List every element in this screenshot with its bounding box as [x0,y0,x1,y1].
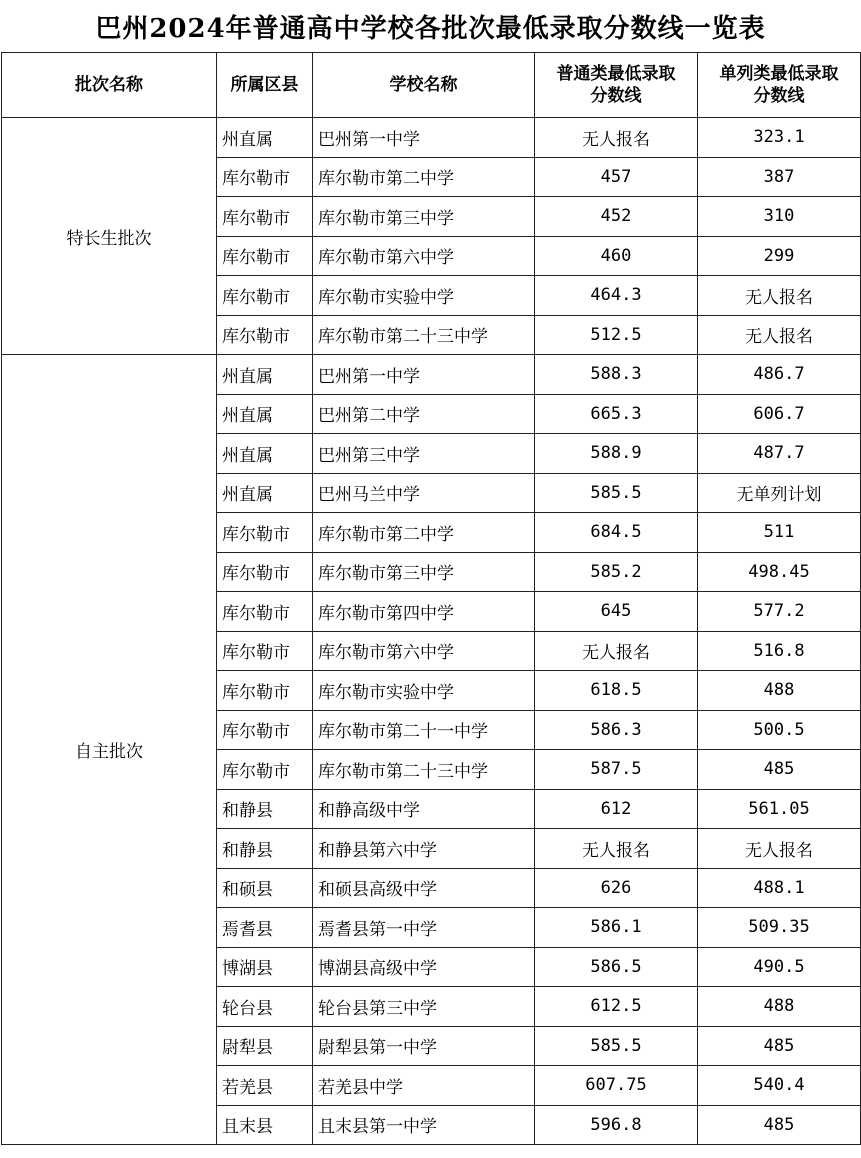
school-cell: 巴州第二中学 [313,394,535,434]
school-cell: 库尔勒市第二十三中学 [313,750,535,790]
district-cell: 库尔勒市 [217,197,313,237]
school-cell: 焉耆县第一中学 [313,908,535,948]
district-cell: 和静县 [217,789,313,829]
district-cell: 博湖县 [217,947,313,987]
school-cell: 库尔勒市第三中学 [313,552,535,592]
table-header [2,53,861,118]
district-cell: 库尔勒市 [217,236,313,276]
district-cell: 库尔勒市 [217,315,313,355]
separate-score-cell: 509.35 [698,908,861,948]
district-cell: 轮台县 [217,987,313,1027]
school-cell: 若羌县中学 [313,1066,535,1106]
score-table [1,52,861,1145]
district-cell: 库尔勒市 [217,552,313,592]
separate-score-cell: 488 [698,671,861,711]
district-cell: 库尔勒市 [217,513,313,553]
school-cell: 和静县第六中学 [313,829,535,869]
school-cell: 库尔勒市第六中学 [313,236,535,276]
general-score-cell: 586.5 [535,947,698,987]
general-score-cell: 无人报名 [535,118,698,158]
district-cell: 州直属 [217,434,313,474]
school-cell: 库尔勒市第二十三中学 [313,315,535,355]
district-cell: 州直属 [217,118,313,158]
separate-score-cell: 485 [698,750,861,790]
separate-score-cell: 310 [698,197,861,237]
district-cell: 若羌县 [217,1066,313,1106]
district-cell: 州直属 [217,355,313,395]
district-cell: 州直属 [217,394,313,434]
school-cell: 巴州第一中学 [313,355,535,395]
separate-score-cell: 485 [698,1105,861,1145]
general-score-cell: 607.75 [535,1066,698,1106]
header-batch: 批次名称 [2,53,217,118]
school-cell: 和硕县高级中学 [313,868,535,908]
district-cell: 库尔勒市 [217,631,313,671]
separate-score-cell: 498.45 [698,552,861,592]
district-cell: 库尔勒市 [217,157,313,197]
general-score-cell: 586.1 [535,908,698,948]
general-score-cell: 464.3 [535,276,698,316]
general-score-cell: 无人报名 [535,631,698,671]
school-cell: 库尔勒市第四中学 [313,592,535,632]
school-cell: 巴州第三中学 [313,434,535,474]
separate-score-cell: 511 [698,513,861,553]
school-cell: 和静高级中学 [313,789,535,829]
general-score-cell: 452 [535,197,698,237]
header-general-score [535,53,698,118]
separate-score-cell: 485 [698,1026,861,1066]
separate-score-cell: 无人报名 [698,829,861,869]
school-cell: 轮台县第三中学 [313,987,535,1027]
page-title: 巴州2024年普通高中学校各批次最低录取分数线一览表 [95,13,766,44]
general-score-cell: 457 [535,157,698,197]
district-cell: 库尔勒市 [217,276,313,316]
school-cell: 博湖县高级中学 [313,947,535,987]
general-score-cell: 无人报名 [535,829,698,869]
separate-score-cell: 606.7 [698,394,861,434]
separate-score-cell: 486.7 [698,355,861,395]
general-score-cell: 588.9 [535,434,698,474]
general-score-cell: 588.3 [535,355,698,395]
separate-score-cell: 无人报名 [698,276,861,316]
separate-score-cell: 无单列计划 [698,473,861,513]
separate-score-cell: 387 [698,157,861,197]
general-score-cell: 512.5 [535,315,698,355]
header-school: 学校名称 [313,53,535,118]
school-cell: 且末县第一中学 [313,1105,535,1145]
general-score-cell: 587.5 [535,750,698,790]
district-cell: 州直属 [217,473,313,513]
district-cell: 且末县 [217,1105,313,1145]
separate-score-cell: 577.2 [698,592,861,632]
district-cell: 和硕县 [217,868,313,908]
batch-name-cell: 自主批次 [2,355,217,1145]
school-cell: 巴州马兰中学 [313,473,535,513]
school-cell: 库尔勒市第二中学 [313,513,535,553]
district-cell: 库尔勒市 [217,671,313,711]
general-score-cell: 585.5 [535,1026,698,1066]
general-score-cell: 460 [535,236,698,276]
school-cell: 库尔勒市实验中学 [313,671,535,711]
school-cell: 库尔勒市第三中学 [313,197,535,237]
district-cell: 库尔勒市 [217,592,313,632]
header-general-label: 普通类最低录取分数线 [556,64,676,106]
separate-score-cell: 488 [698,987,861,1027]
separate-score-cell: 487.7 [698,434,861,474]
separate-score-cell: 323.1 [698,118,861,158]
separate-score-cell: 561.05 [698,789,861,829]
table-body [2,118,861,1145]
general-score-cell: 585.5 [535,473,698,513]
general-score-cell: 665.3 [535,394,698,434]
school-cell: 库尔勒市第二中学 [313,157,535,197]
general-score-cell: 612 [535,789,698,829]
district-cell: 尉犁县 [217,1026,313,1066]
separate-score-cell: 500.5 [698,710,861,750]
district-cell: 焉耆县 [217,908,313,948]
general-score-cell: 626 [535,868,698,908]
district-cell: 和静县 [217,829,313,869]
general-score-cell: 586.3 [535,710,698,750]
general-score-cell: 684.5 [535,513,698,553]
school-cell: 巴州第一中学 [313,118,535,158]
general-score-cell: 645 [535,592,698,632]
table-row [2,355,861,395]
header-district: 所属区县 [217,53,313,118]
separate-score-cell: 无人报名 [698,315,861,355]
separate-score-cell: 488.1 [698,868,861,908]
school-cell: 库尔勒市第二十一中学 [313,710,535,750]
batch-name-cell: 特长生批次 [2,118,217,355]
header-separate-label: 单列类最低录取分数线 [719,64,839,106]
table-row [2,118,861,158]
separate-score-cell: 516.8 [698,631,861,671]
general-score-cell: 612.5 [535,987,698,1027]
header-separate-score [698,53,861,118]
general-score-cell: 585.2 [535,552,698,592]
general-score-cell: 596.8 [535,1105,698,1145]
separate-score-cell: 490.5 [698,947,861,987]
district-cell: 库尔勒市 [217,710,313,750]
district-cell: 库尔勒市 [217,750,313,790]
separate-score-cell: 299 [698,236,861,276]
general-score-cell: 618.5 [535,671,698,711]
school-cell: 库尔勒市第六中学 [313,631,535,671]
school-cell: 库尔勒市实验中学 [313,276,535,316]
school-cell: 尉犁县第一中学 [313,1026,535,1066]
separate-score-cell: 540.4 [698,1066,861,1106]
